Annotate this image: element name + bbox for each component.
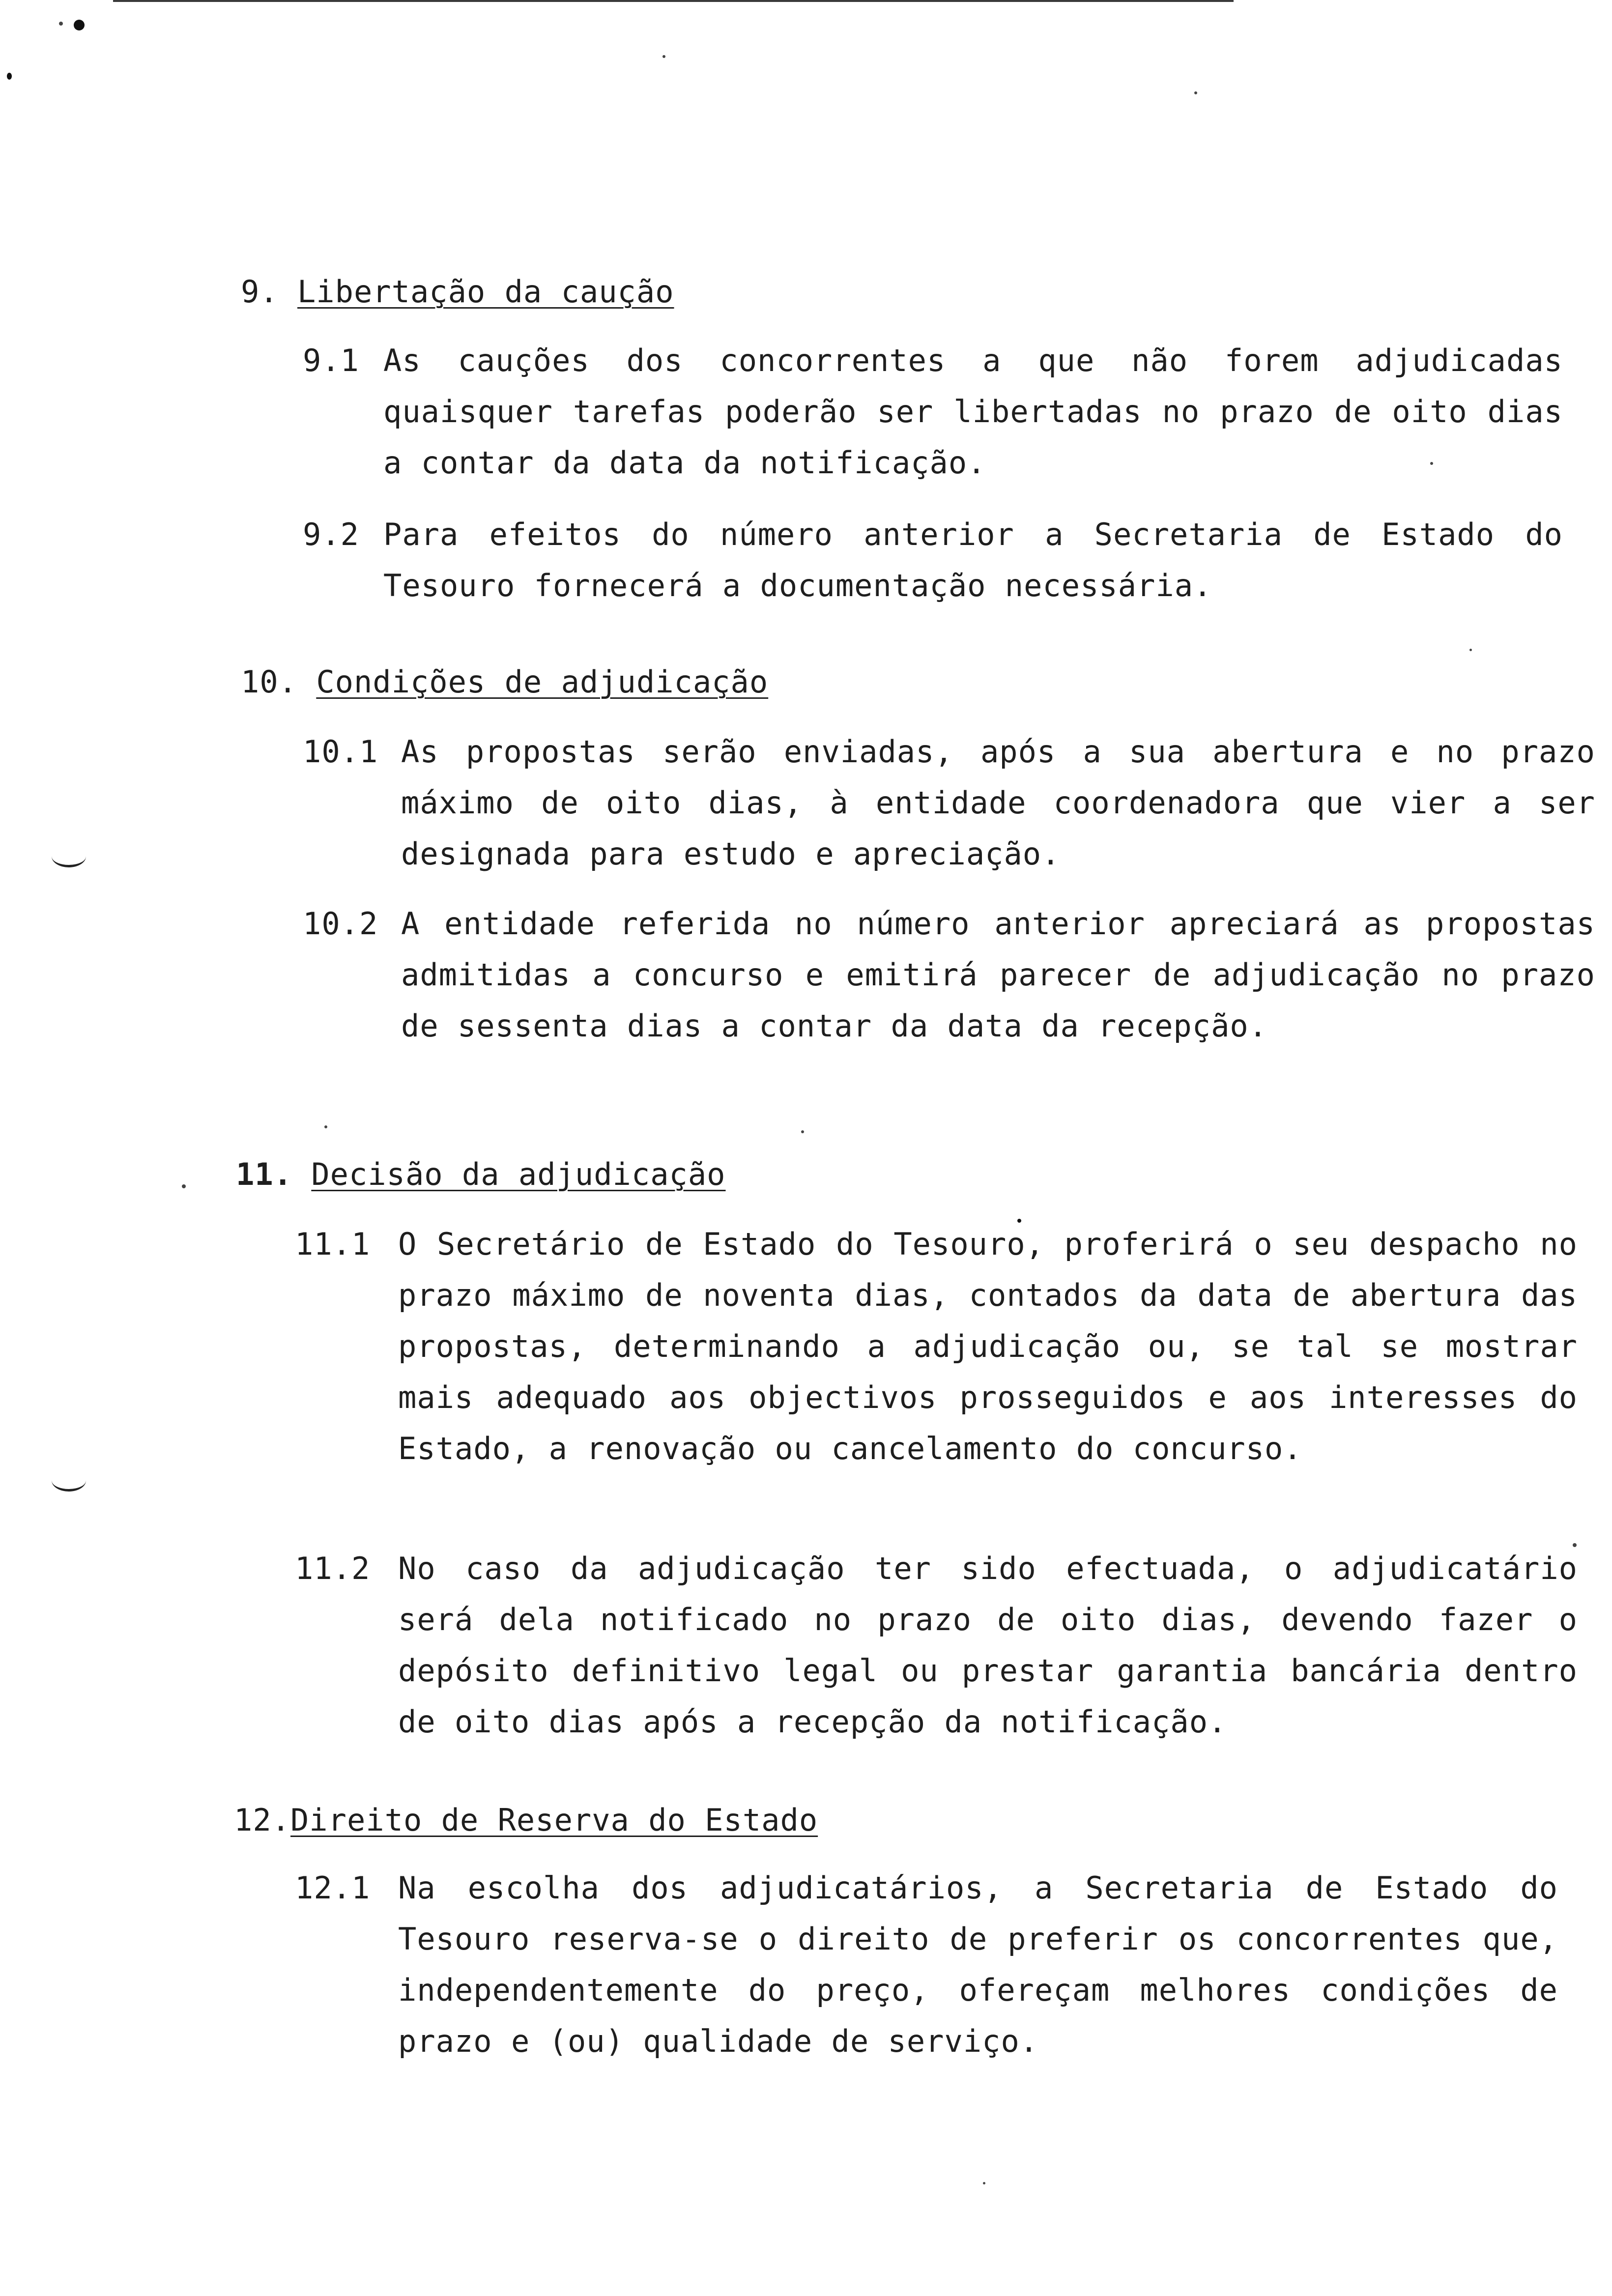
- scan-speck: [801, 1130, 804, 1133]
- clause-number: 10.1: [303, 734, 378, 770]
- section-number: 12.: [234, 1802, 290, 1838]
- clause-number: 11.2: [295, 1550, 371, 1586]
- clause-number: 10.2: [303, 906, 378, 942]
- clause-text: Para efeitos do número anterior a Secretaria de Estado do Tesouro fornecerá a documentação necessária.: [383, 517, 1563, 603]
- section-number: 10.: [241, 664, 297, 700]
- clause-number: 11.1: [295, 1226, 371, 1262]
- scan-speck: [1469, 649, 1472, 651]
- section-title: Condições de adjudicação: [316, 664, 769, 700]
- scan-speck: [182, 1184, 186, 1188]
- section-heading: [241, 662, 768, 702]
- clause-number: 9.2: [303, 517, 359, 552]
- section-title: Decisão da adjudicação: [311, 1156, 726, 1192]
- clause-text: Na escolha dos adjudicatários, a Secretaria de Estado do Tesouro reserva-se o direito de preferir os concorrentes que, independentemente do preço, ofereçam melhores condições de prazo e (ou) qualidade de serviço.: [398, 1870, 1558, 2059]
- section-number: 11.: [236, 1156, 292, 1192]
- scan-speck: [74, 20, 85, 30]
- punch-hole-mark: [52, 845, 86, 867]
- section-heading: [236, 1155, 726, 1194]
- clause-text: A entidade referida no número anterior apreciará as propostas admitidas a concurso e emitirá parecer de adjudicação no prazo de sessenta dias a contar da data da recepção.: [401, 906, 1595, 1044]
- scan-speck: [59, 22, 63, 26]
- section-title: Direito de Reserva do Estado: [290, 1802, 818, 1838]
- clause-text: As cauções dos concorrentes a que não forem adjudicadas quaisquer tarefas poderão ser libertadas no prazo de oito dias a contar da data da notificação.: [383, 343, 1563, 481]
- scan-speck: [7, 73, 12, 80]
- section-title: Libertação da caução: [297, 274, 674, 310]
- scan-speck: [662, 55, 665, 58]
- punch-hole-mark: [52, 1469, 86, 1492]
- clause-number: 12.1: [295, 1870, 371, 1906]
- clause-text: No caso da adjudicação ter sido efectuada, o adjudicatário será dela notificado no prazo de oito dias, devendo fazer o depósito definitivo legal ou prestar garantia bancária dentro de oito dias após a recepção da notificação.: [398, 1550, 1578, 1740]
- clause-text: As propostas serão enviadas, após a sua abertura e no prazo máximo de oito dias, à entidade coordenadora que vier a ser designada para estudo e apreciação.: [401, 734, 1595, 872]
- scan-speck: [983, 2182, 985, 2184]
- clause-number: 9.1: [303, 343, 359, 378]
- clause-text: O Secretário de Estado do Tesouro, proferirá o seu despacho no prazo máximo de noventa dias, contados da data de abertura das propostas, determinando a adjudicação ou, se tal se mostrar mais adequado aos objectivos prosseguidos e aos interesses do Estado, a renovação ou cancelamento do concurso.: [398, 1226, 1578, 1466]
- section-heading: [241, 272, 674, 312]
- section-number: 9.: [241, 274, 279, 310]
- section-heading: [234, 1801, 818, 1840]
- top-rule: [113, 0, 1234, 2]
- scan-speck: [1194, 91, 1197, 94]
- scan-speck: [324, 1125, 327, 1128]
